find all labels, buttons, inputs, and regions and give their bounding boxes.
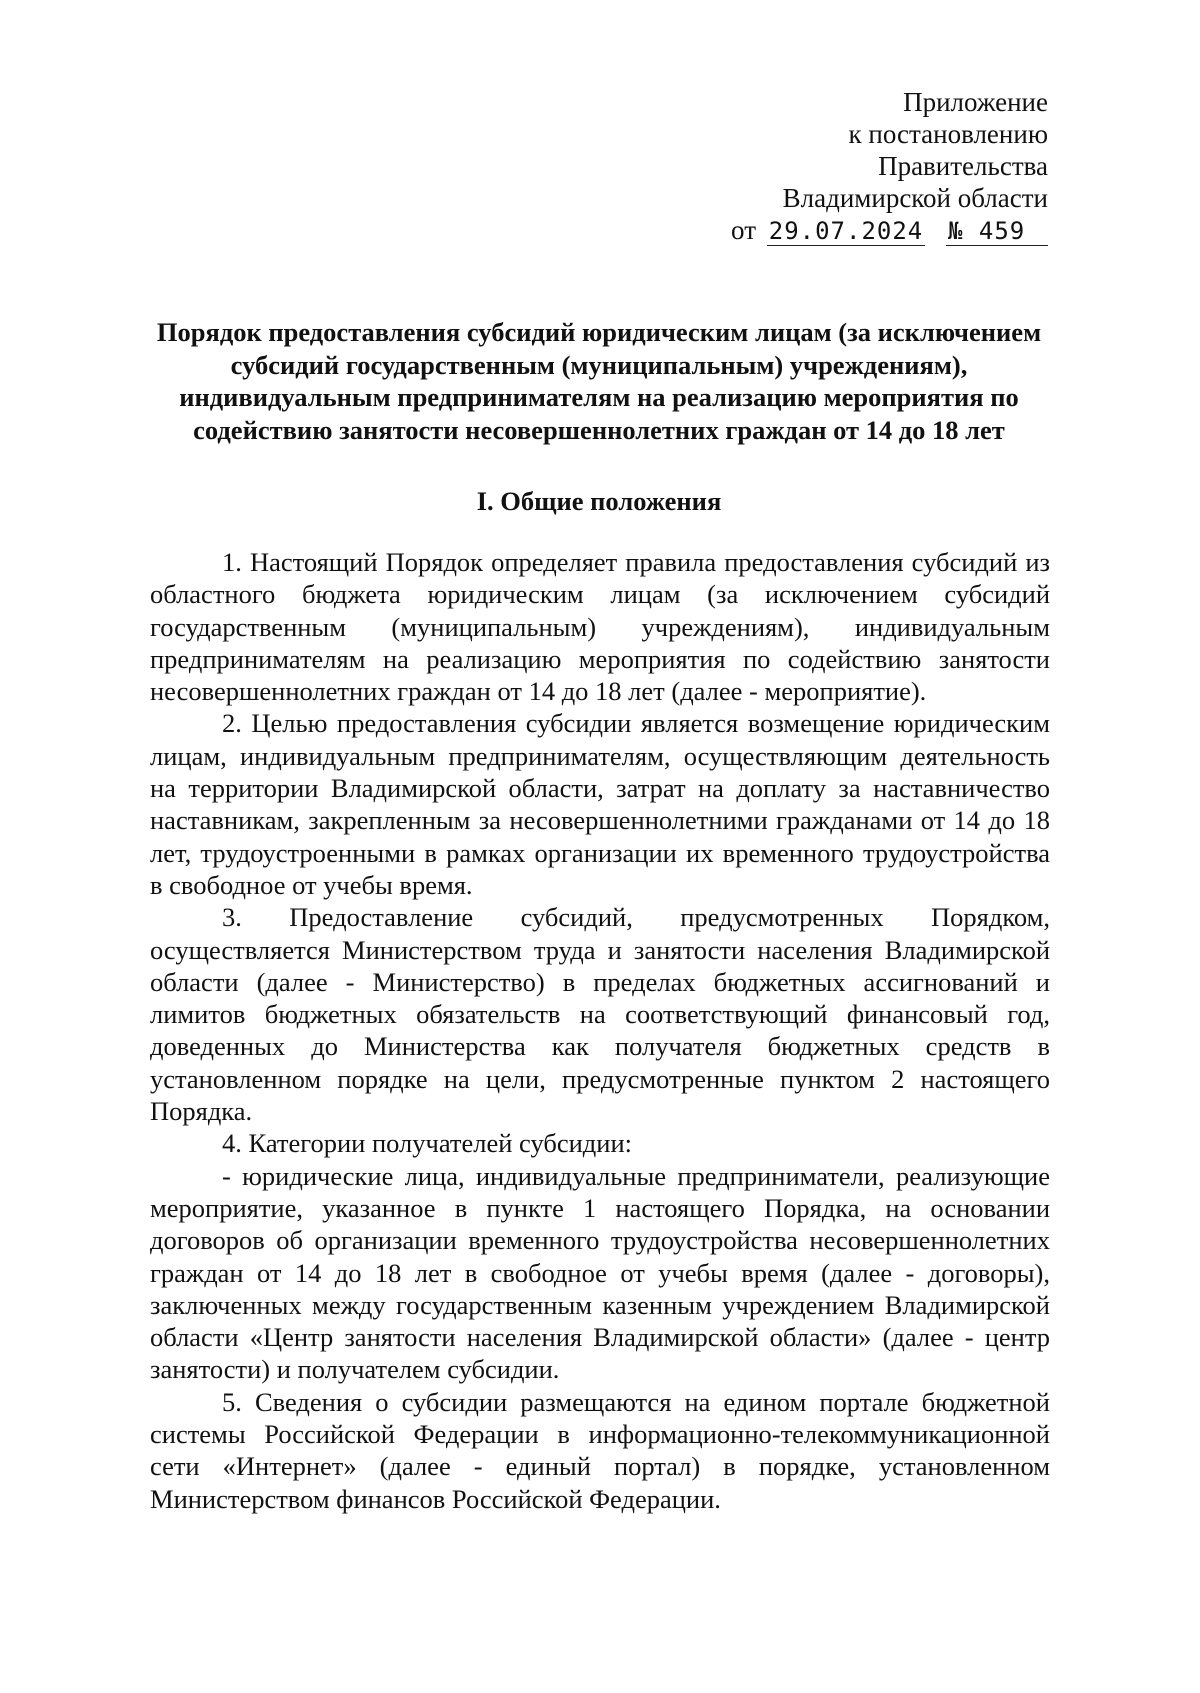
title-line-3: индивидуальным предпринимателям на реализацию мероприятия по [179,382,1019,412]
paragraph-4: 4. Категории получателей субсидии: [222,1128,632,1159]
paragraph-1: 1. Настоящий Порядок определяет правила предоставления субсидий из областного бюджета юридическим лицам (за исключением субсидий государственным (муниципальным) учреждениям), индивидуальным предпринимателям на реализацию мероприятия по содействию занятости несовершеннолетних граждан от 14 до 18 лет (далее - мероприятие). [150,547,1050,707]
title-line-1: Порядок предоставления субсидий юридическим лицам (за исключением [156,317,1042,347]
annex-line-4: Владимирской области [782,183,1048,213]
document-title [150,316,1048,446]
paragraph-5: 5. Сведения о субсидии размещаются на едином портале бюджетной системы Российской Федерации в информационно-телекоммуникационной сети «Интернет» (далее - единый портал) в порядке, установленном Министерством финансов Российской Федерации. [150,1386,1050,1514]
document-body [150,546,1050,1515]
paragraph-2: 2. Целью предоставления субсидии является возмещение юридическим лицам, индивидуальным предпринимателям, осуществляющим деятельность на территории Владимирской области, затрат на доплату за наставничество наставникам, закрепленным за несовершеннолетними гражданами от 14 до 18 лет, трудоустроенными в рамках организации их временного трудоустройства в свободное от учебы время. [150,708,1050,900]
annex-line-3: Правительства [878,151,1048,181]
paragraph-4-item: - юридические лица, индивидуальные предприниматели, реализующие мероприятие, указанное в пункте 1 настоящего Порядка, на основании договоров об организации временного трудоустройства несовершеннолетних граждан от 14 до 18 лет в свободное от учебы время (далее - договоры), заключенных между государственным казенным учреждением Владимирской области «Центр занятости населения Владимирской области» (далее - центр занятости) и получателем субсидии. [150,1160,1050,1385]
annex-line-1: Приложение [903,87,1048,117]
section-heading: I. Общие положения [476,486,722,516]
annex-block [731,86,1048,246]
date-number-line [731,214,1048,246]
document-number: 459 [978,217,1026,245]
number-sign: № [948,217,964,245]
title-line-2: субсидий государственным (муниципальным) учреждениям), [230,349,968,380]
annex-line-2: к постановлению [848,119,1048,149]
document-date: 29.07.2024 [768,217,924,245]
title-line-4: содействию занятости несовершеннолетних граждан от 14 до 18 лет [193,414,1005,445]
paragraph-3: 3. Предоставление субсидий, предусмотренных Порядком, осуществляется Министерством труда и занятости населения Владимирской области (далее - Министерство) в пределах бюджетных ассигнований и лимитов бюджетных обязательств на соответствующий финансовый год, доведенных до Министерства как получателя бюджетных средств в установленном порядке на цели, предусмотренные пунктом 2 настоящего Порядка. [150,902,1050,1127]
document-number-field [946,217,1048,246]
date-prefix: от [731,215,756,245]
